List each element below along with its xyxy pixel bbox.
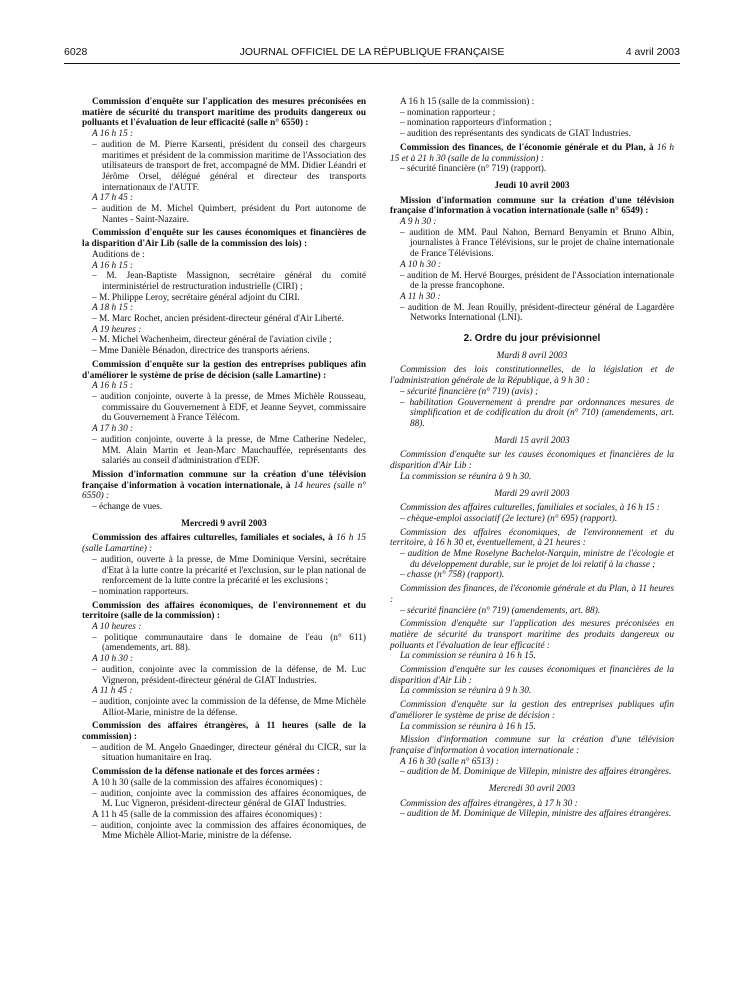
agenda-item: – chèque-emploi associatif (2e lecture) (n° 695) (rapport). (400, 513, 618, 524)
agenda-block (390, 700, 674, 732)
agenda-item: – nomination rapporteurs d'information ; (400, 118, 552, 129)
agenda-block (390, 365, 674, 429)
agenda-item: – audition, conjointe avec la commission de la défense, de M. Luc Vigneron, président-directeur général de GIAT Industries. (92, 664, 366, 686)
meeting-note: La commission se réunira à 16 h 15. (400, 721, 536, 732)
agenda-item: – sécurité financière (n° 719) (avis) ; (400, 386, 539, 397)
day-heading: Mercredi 9 avril 2003 (181, 518, 267, 529)
header-rule (64, 63, 680, 64)
auditions-label: Auditions de : (92, 249, 145, 260)
agenda-item: – audition, conjointe avec la commission des affaires économiques, de Mme Michèle Alliot-Marie, ministre de la défense. (92, 820, 366, 842)
agenda-block (390, 528, 674, 582)
page-number: 6028 (64, 46, 88, 58)
agenda-block (390, 196, 674, 324)
agenda-item: – M. Marc Rochet, ancien président-directeur général d'Air Liberté. (92, 314, 344, 325)
agenda-item: – audition conjointe, ouverte à la presse, de Mme Catherine Nedelec, MM. Alain Martin et Jean-Marc Mauchauffée, représentants des salariés au conseil d'administration d'EDF. (92, 434, 366, 467)
committee-title: Commission d'enquête sur les causes économiques et financières de la disparition d'Air Lib : (390, 665, 674, 686)
agenda-item: – audition de M. Dominique de Villepin, ministre des affaires étrangères. (400, 809, 672, 820)
day-heading: Mardi 29 avril 2003 (494, 488, 570, 499)
agenda-block (82, 721, 366, 764)
committee-title: Commission des affaires économiques, de l'environnement et du territoire (salle de la commission) : (82, 600, 366, 622)
agenda-block (390, 450, 674, 482)
agenda-item: – politique communautaire dans le domaine de l'eau (n° 611) (amendements, art. 88). (92, 632, 366, 654)
time-slot: A 18 h 15 : (92, 303, 134, 314)
time-slot: A 17 h 30 : (92, 424, 134, 435)
time-slot: A 16 h 15 : (92, 260, 134, 271)
running-header (64, 46, 680, 62)
day-heading: Mercredi 30 avril 2003 (488, 784, 576, 795)
journal-title: JOURNAL OFFICIEL DE LA RÉPUBLIQUE FRANÇAISE (239, 46, 505, 58)
committee-title: Commission des lois constitutionnelles, de la législation et de l'administration générale de la République, à 9 h 30 : (390, 365, 674, 387)
agenda-item: – audition de M. Jean Rouilly, président-directeur général de Lagardère Networks International (LNI). (400, 302, 674, 324)
time-slot: 14 heures (salle n° 6550) : (82, 480, 366, 502)
agenda-item: – chasse (n° 758) (rapport). (400, 570, 505, 581)
time-slot: A 16 h 15 : (92, 129, 134, 140)
committee-title: Commission des affaires culturelles, familiales et sociales, à (92, 533, 333, 544)
agenda-block (82, 228, 366, 356)
time-slot: A 11 h 30 : (400, 291, 441, 302)
agenda-block (390, 97, 674, 140)
agenda-block (82, 601, 366, 719)
time-slot: 16 h 15 et à 21 h 30 (salle de la commission) : (390, 142, 674, 164)
committee-title: Commission d'enquête sur les causes économiques et financières de la disparition d'Air Lib (salle de la commission des lois) : (82, 228, 366, 250)
time-slot: A 11 h 45 : (92, 686, 133, 697)
section-heading: 2. Ordre du jour prévisionnel (463, 333, 601, 345)
agenda-item: – audition de M. Pierre Karsenti, président du conseil des chargeurs maritimes et président de la commission maritime de l'Association des utilisateurs de transport de fret, accompagné de MM. Didier Léandri et Jérôme Orsel, délégué général et directeur des transports internationaux de l'AUTF. (92, 139, 366, 193)
meeting-note: La commission se réunira à 16 h 15. (400, 651, 536, 662)
day-heading: Jeudi 10 avril 2003 (494, 180, 570, 191)
committee-title: Commission d'enquête sur la gestion des entreprises publiques afin d'améliorer le système de prise de décision (salle Lamartine) : (82, 359, 366, 381)
agenda-item: – audition, conjointe avec la commission de la défense, de Mme Michèle Alliot-Marie, ministre de la défense. (92, 696, 366, 718)
agenda-block (390, 584, 674, 616)
agenda-item: – sécurité financière (n° 719) (rapport). (400, 164, 547, 175)
agenda-item: – audition, conjointe avec la commission des affaires économiques, de M. Luc Vigneron, président-directeur général de GIAT Industries. (92, 788, 366, 810)
time-slot: A 10 h 30 (salle de la commission des affaires économiques) : (92, 777, 323, 788)
agenda-item: – Mme Danièle Bénadon, directrice des transports aériens. (92, 346, 310, 357)
time-slot: A 16 h 15 : (92, 381, 134, 392)
committee-title: Commission des finances, de l'économie générale et du Plan, à (400, 142, 654, 153)
agenda-item: – sécurité financière (n° 719) (amendements, art. 88). (400, 605, 601, 616)
committee-title: Commission des affaires étrangères, à 17 h 30 : (400, 798, 578, 809)
agenda-item: – nomination rapporteur ; (400, 107, 496, 118)
time-slot: A 17 h 45 : (92, 193, 134, 204)
agenda-block (390, 503, 674, 524)
issue-date: 4 avril 2003 (625, 46, 680, 58)
committee-title: Mission d'information commune sur la création d'une télévision française d'information à vocation internationale, à (82, 469, 366, 491)
agenda-block (82, 97, 366, 225)
committee-title: Commission d'enquête sur l'application des mesures préconisées en matière de sécurité du transport maritime des produits dangereux ou polluants et l'évaluation de leur efficacité (salle n° 6550) : (82, 97, 366, 129)
time-slot: 16 h 15 (salle Lamartine) : (82, 533, 367, 555)
committee-title: Commission d'enquête sur la gestion des entreprises publiques afin d'améliorer le système de prise de décision : (390, 700, 674, 721)
agenda-block (82, 470, 366, 513)
agenda-block (390, 799, 674, 820)
time-slot: A 10 h 30 : (92, 654, 134, 665)
agenda-item: – audition de M. Hervé Bourges, président de l'Association internationale de la presse francophone. (400, 270, 674, 292)
time-slot: A 19 heures : (92, 324, 142, 335)
agenda-item: – audition, ouverte à la presse, de Mme Dominique Versini, secrétaire d'Etat à la lutte contre la précarité et l'exclusion, sur le plan national de renforcement de la lutte contre la précarité et les exclusions ; (92, 554, 366, 587)
day-heading: Mardi 15 avril 2003 (494, 435, 570, 446)
committee-title: Mission d'information commune sur la création d'une télévision française d'information à vocation internationale : (390, 735, 674, 756)
committee-title: Commission des affaires culturelles, familiales et sociales, à 16 h 15 : (400, 503, 660, 514)
right-column (390, 97, 674, 823)
agenda-item: – audition conjointe, ouverte à la presse, de Mmes Michèle Rousseau, commissaire du Gouvernement à EDF, et Jeanne Seyvet, commissaire du Gouvernement à France Télécom. (92, 391, 366, 424)
agenda-block (390, 619, 674, 662)
agenda-block (390, 735, 674, 778)
agenda-item: – audition de Mme Roselyne Bachelot-Narquin, ministre de l'écologie et du développement durable, sur le projet de loi relatif à la chasse ; (400, 549, 674, 570)
agenda-item: – M. Philippe Leroy, secrétaire général adjoint du CIRI. (92, 292, 300, 303)
time-slot: A 10 h 30 : (400, 259, 442, 270)
agenda-item: – habilitation Gouvernement à prendre par ordonnances mesures de simplification et de codification du droit (n° 710) (amendements, art. 88). (400, 397, 674, 429)
left-column (82, 97, 366, 845)
agenda-item: – échange de vues. (92, 502, 163, 513)
agenda-block (82, 767, 366, 842)
agenda-item: – audition des représentants des syndicats de GIAT Industries. (400, 129, 631, 140)
committee-title: Mission d'information commune sur la création d'une télévision française d'information à vocation internationale (salle n° 6549) : (390, 195, 674, 217)
agenda-item: – audition de M. Dominique de Villepin, ministre des affaires étrangères. (400, 767, 672, 778)
day-heading: Mardi 8 avril 2003 (496, 350, 568, 361)
committee-title: Commission d'enquête sur les causes économiques et financières de la disparition d'Air Lib : (390, 450, 674, 472)
time-slot: A 9 h 30 : (400, 217, 437, 228)
committee-title: Commission d'enquête sur l'application des mesures préconisées en matière de sécurité du transport maritime des produits dangereux ou polluants et l'évaluation de leur efficacité : (390, 619, 674, 651)
committee-title: Commission des finances, de l'économie générale et du Plan, à 11 heures : (390, 584, 674, 605)
agenda-block (82, 360, 366, 467)
agenda-item: – audition de M. Michel Quimbert, président du Port autonome de Nantes - Saint-Nazaire. (92, 204, 366, 225)
agenda-block (390, 665, 674, 697)
agenda-block (390, 143, 674, 175)
committee-title: Commission des affaires étrangères, à 11 heures (salle de la commission) : (82, 721, 366, 743)
meeting-note: La commission se réunira à 9 h 30. (400, 686, 532, 697)
agenda-item: – audition de MM. Paul Nahon, Bernard Benyamin et Bruno Albin, journalistes à France Télévisions, sur le projet de chaîne internationale de France Télévisions. (400, 227, 674, 260)
time-slot: A 10 heures : (92, 622, 142, 633)
committee-title: Commission des affaires économiques, de l'environnement et du territoire, à 16 h 30 et, éventuellement, à 21 heures : (390, 527, 674, 549)
time-slot: A 11 h 45 (salle de la commission des affaires économiques) : (92, 810, 323, 820)
meeting-note: La commission se réunira à 9 h 30. (400, 471, 532, 482)
time-slot: A 16 h 30 (salle n° 6513) : (400, 756, 499, 767)
agenda-item: – audition de M. Angelo Gnaedinger, directeur général du CICR, sur la situation humanitaire en Iraq. (92, 742, 366, 764)
time-slot: A 16 h 15 (salle de la commission) : (400, 97, 535, 107)
agenda-item: – nomination rapporteurs. (92, 586, 189, 597)
agenda-item: – M. Michel Wachenheim, directeur général de l'aviation civile ; (92, 335, 332, 346)
committee-title: Commission de la défense nationale et des forces armées : (92, 767, 320, 778)
agenda-item: – M. Jean-Baptiste Massignon, secrétaire général du comité interministériel de restructuration industrielle (CIRI) ; (92, 271, 366, 292)
agenda-block (82, 533, 366, 597)
